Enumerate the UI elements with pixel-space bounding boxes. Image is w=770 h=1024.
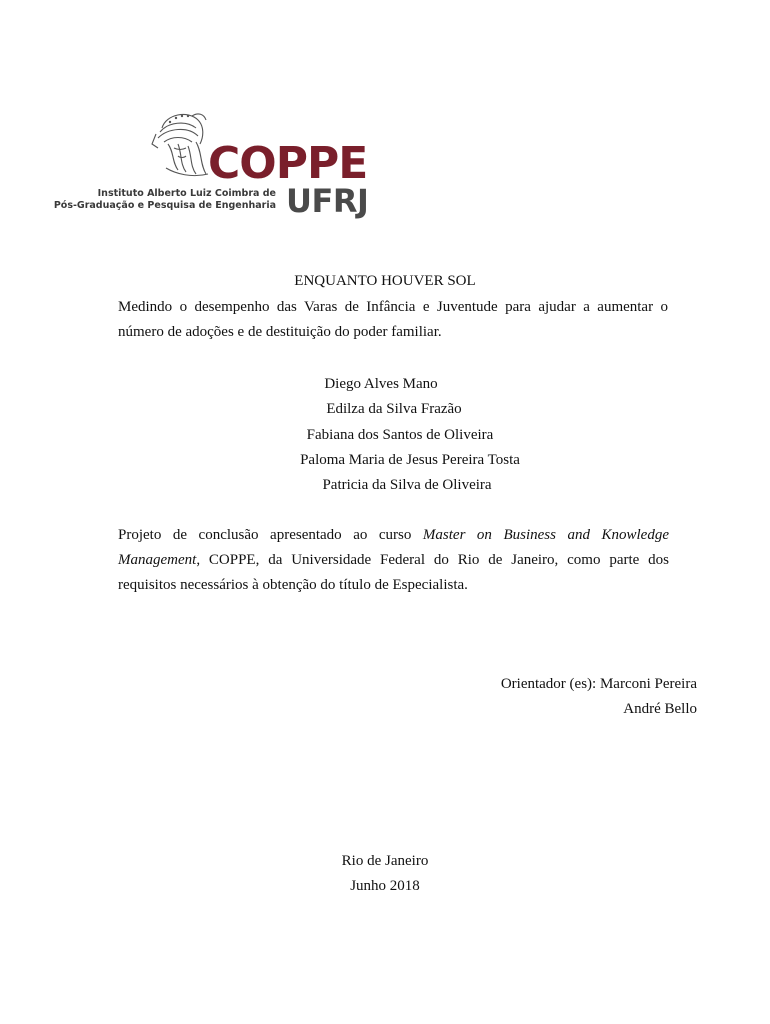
date: Junho 2018 <box>350 878 420 894</box>
place: Rio de Janeiro <box>341 853 429 869</box>
institute-name <box>54 188 276 212</box>
project-prefix: Projeto de conclusão apresentado ao curso <box>118 527 423 543</box>
document-subtitle: Medindo o desempenho das Varas de Infância e Juventude para ajudar a aumentar o número de adoções e de destituição do poder familiar. <box>118 299 668 340</box>
institute-line-2: Pós-Graduação e Pesquisa de Engenharia <box>53 200 276 211</box>
authors-list <box>0 372 770 498</box>
institute-line-1: Instituto Alberto Luiz Coimbra de <box>97 188 276 199</box>
coppe-ufrj-logo <box>53 108 369 220</box>
author-name: Paloma Maria de Jesus Pereira Tosta <box>300 451 520 468</box>
coppe-wordmark: COPPE <box>208 138 368 189</box>
minerva-emblem-icon <box>148 108 212 180</box>
course-name: Master on Business and Knowledge Management <box>118 527 669 568</box>
document-title: ENQUANTO HOUVER SOL <box>294 273 476 289</box>
project-description <box>118 523 669 598</box>
author-name: Diego Alves Mano <box>324 376 438 392</box>
author-name: Edilza da Silva Frazão <box>326 401 462 418</box>
author-name: Patricia da Silva de Oliveira <box>322 477 492 494</box>
ufrj-wordmark: UFRJ <box>286 182 369 220</box>
author-name: Fabiana dos Santos de Oliveira <box>306 426 494 443</box>
project-suffix: , COPPE, da Universidade Federal do Rio de Janeiro, como parte dos requisitos necessários à obtenção do título de Especialista. <box>118 552 669 593</box>
advisor-line-1: Orientador (es): Marconi Pereira <box>500 676 697 692</box>
advisor-line-2: André Bello <box>623 701 697 717</box>
